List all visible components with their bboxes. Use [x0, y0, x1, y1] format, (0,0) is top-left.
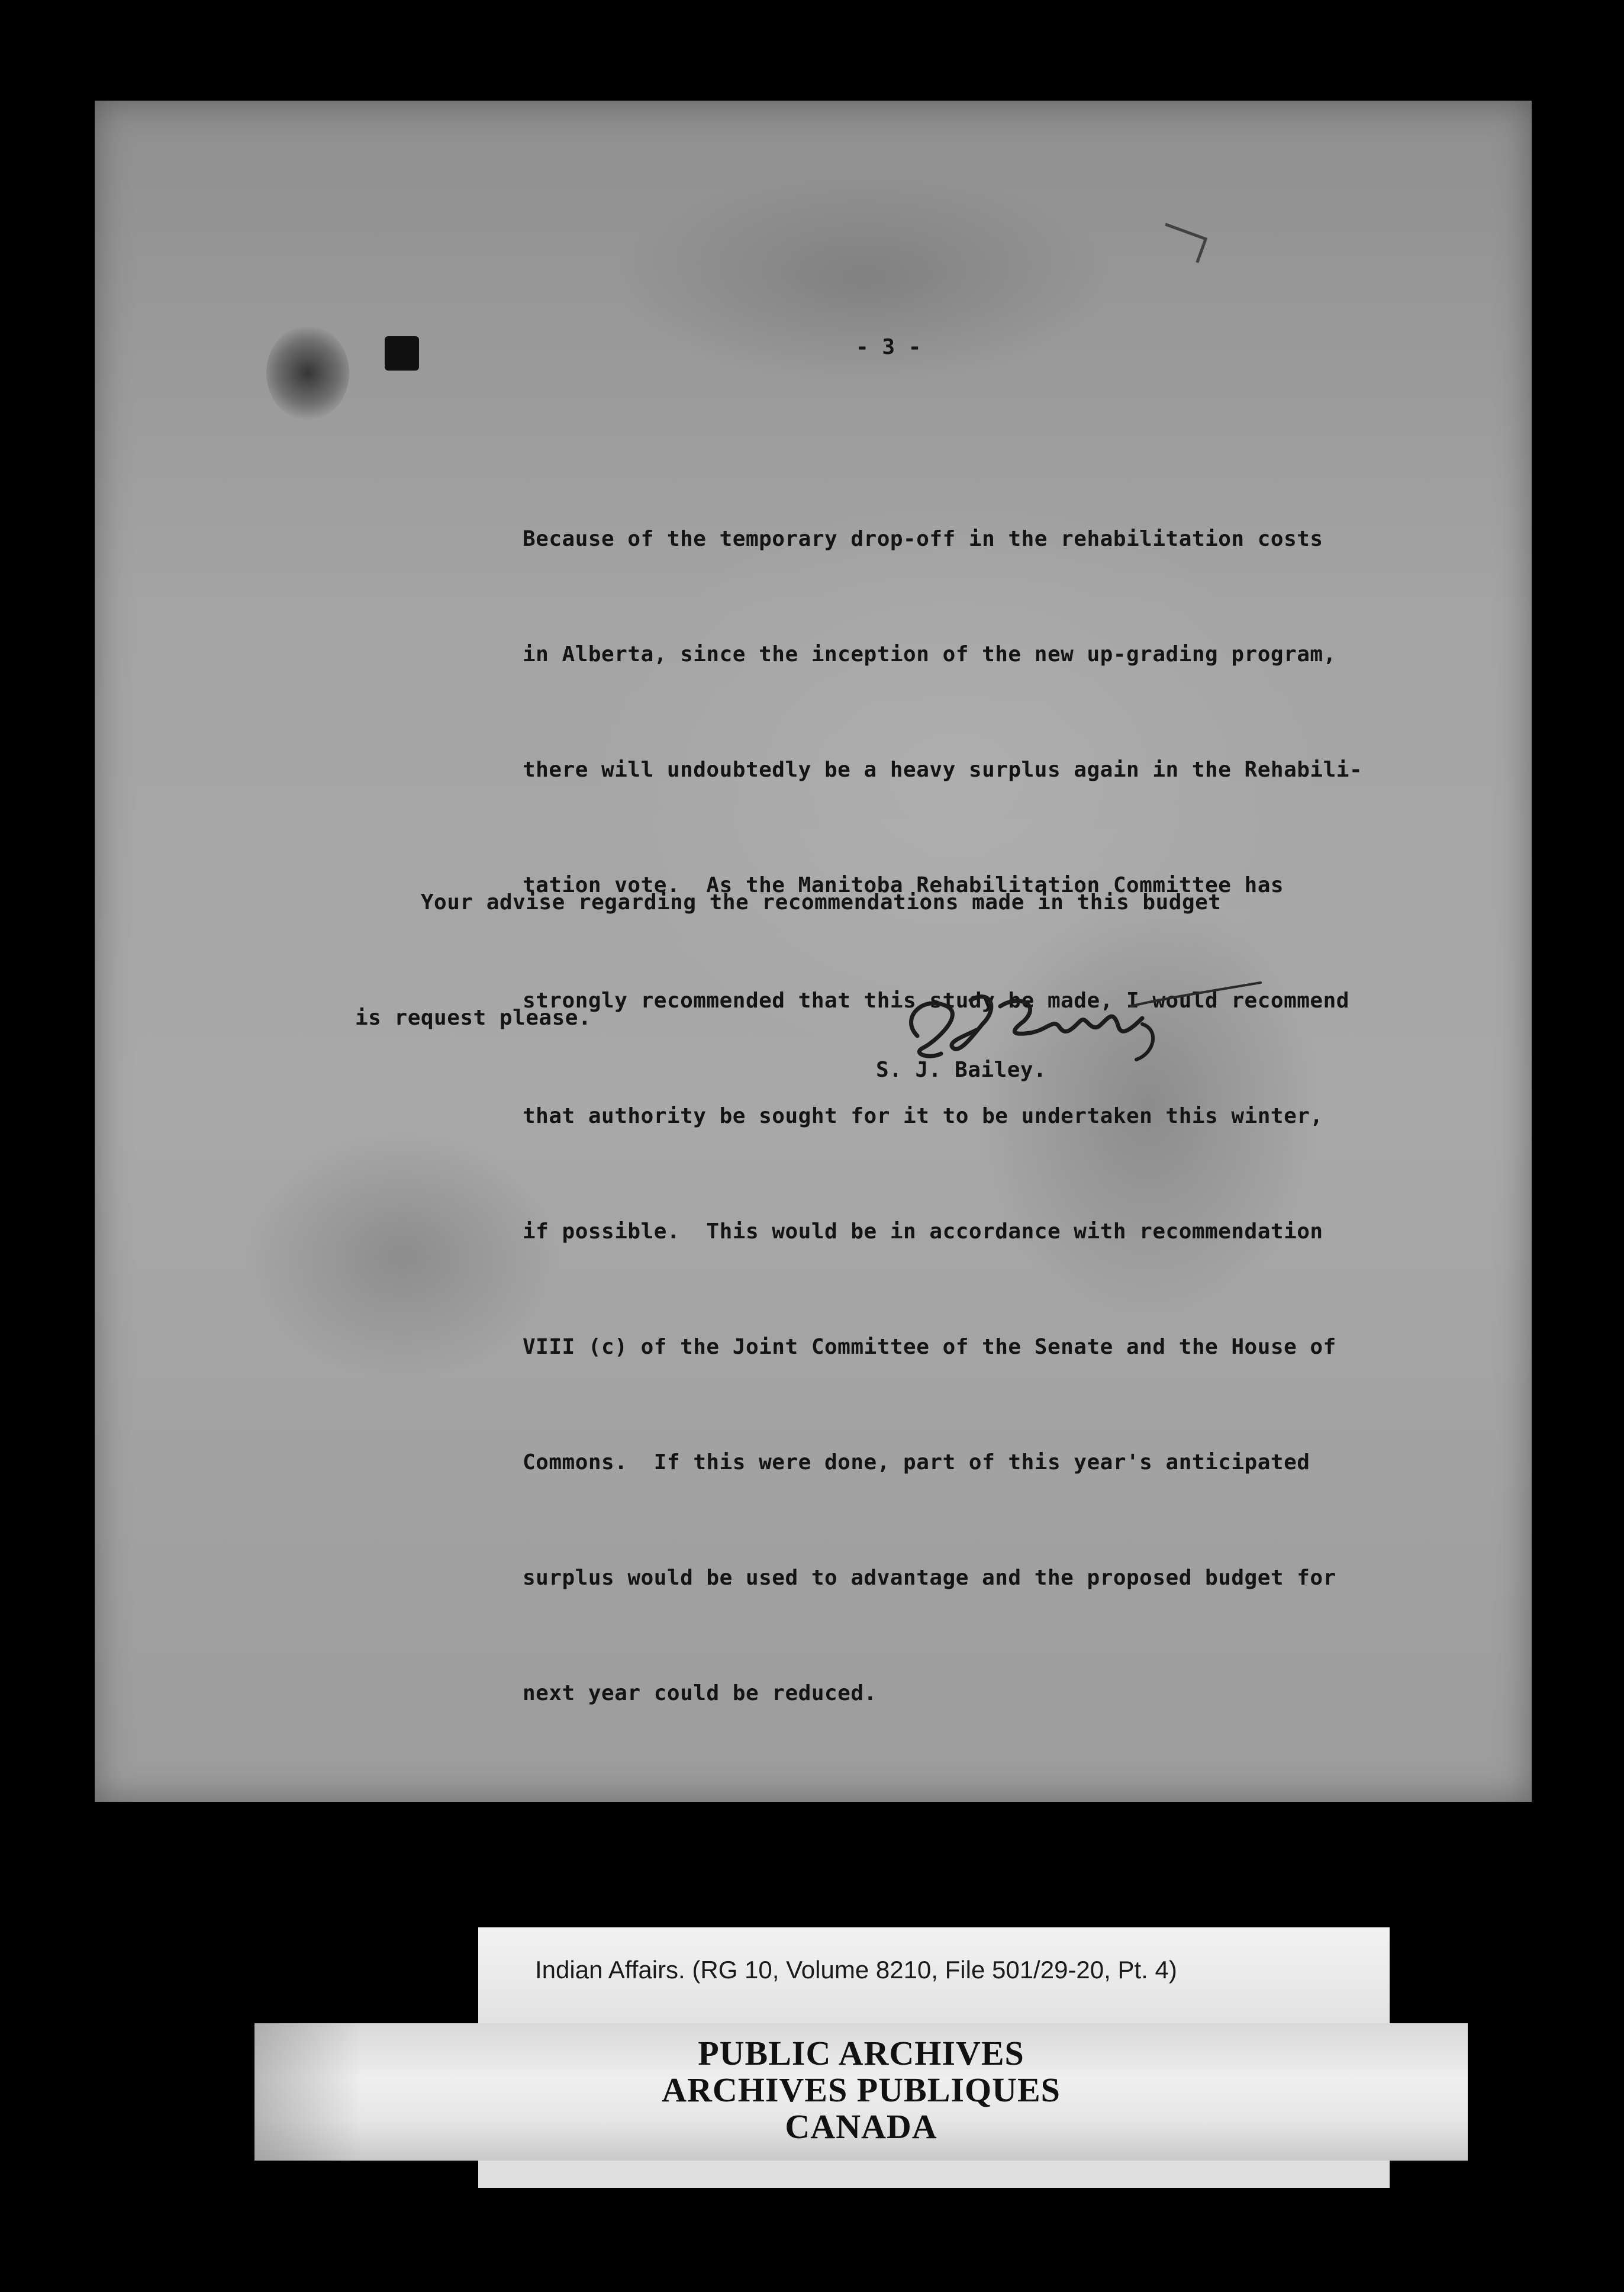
body-line: VIII (c) of the Joint Committee of the Senate and the House of: [523, 1335, 1336, 1359]
ink-stain: [266, 326, 349, 420]
pencil-check-mark: [1157, 223, 1208, 263]
body-line: Because of the temporary drop-off in the rehabilitation costs: [523, 527, 1323, 551]
archive-reference-text: Indian Affairs. (RG 10, Volume 8210, File 501/29-20, Pt. 4): [535, 1956, 1177, 1984]
closing-line: Your advise regarding the recommendations made in this budget: [355, 890, 1222, 915]
body-line: that authority be sought for it to be undertaken this winter,: [523, 1104, 1323, 1128]
closing-line: is request please.: [355, 1006, 592, 1030]
body-line: next year could be reduced.: [523, 1681, 877, 1705]
body-paragraph: [523, 443, 1362, 1789]
body-line: strongly recommended that this study be made, I would recommend: [523, 989, 1349, 1013]
stamp-line-english: PUBLIC ARCHIVES: [698, 2034, 1024, 2072]
body-line: surplus would be used to advantage and the proposed budget for: [523, 1566, 1336, 1590]
signatory-name: S. J. Bailey.: [876, 1058, 1047, 1082]
page-number: - 3 -: [856, 335, 921, 359]
body-line: in Alberta, since the inception of the new up-grading program,: [523, 642, 1336, 667]
body-line: if possible. This would be in accordance with recommendation: [523, 1219, 1323, 1244]
archive-stamp: [254, 2023, 1468, 2161]
body-line: there will undoubtedly be a heavy surplus again in the Rehabili-: [523, 758, 1363, 782]
document-page: [95, 101, 1532, 1802]
archive-reference-label: [478, 1927, 1390, 2023]
stamp-line-french: ARCHIVES PUBLIQUES: [662, 2071, 1061, 2109]
stamp-line-country: CANADA: [785, 2107, 937, 2146]
body-line: tation vote. As the Manitoba Rehabilitation Committee has: [523, 873, 1284, 897]
body-line: Commons. If this were done, part of this year's anticipated: [523, 1450, 1310, 1475]
label-strip-bottom: [478, 2161, 1390, 2188]
punch-hole-mark: [385, 336, 419, 371]
